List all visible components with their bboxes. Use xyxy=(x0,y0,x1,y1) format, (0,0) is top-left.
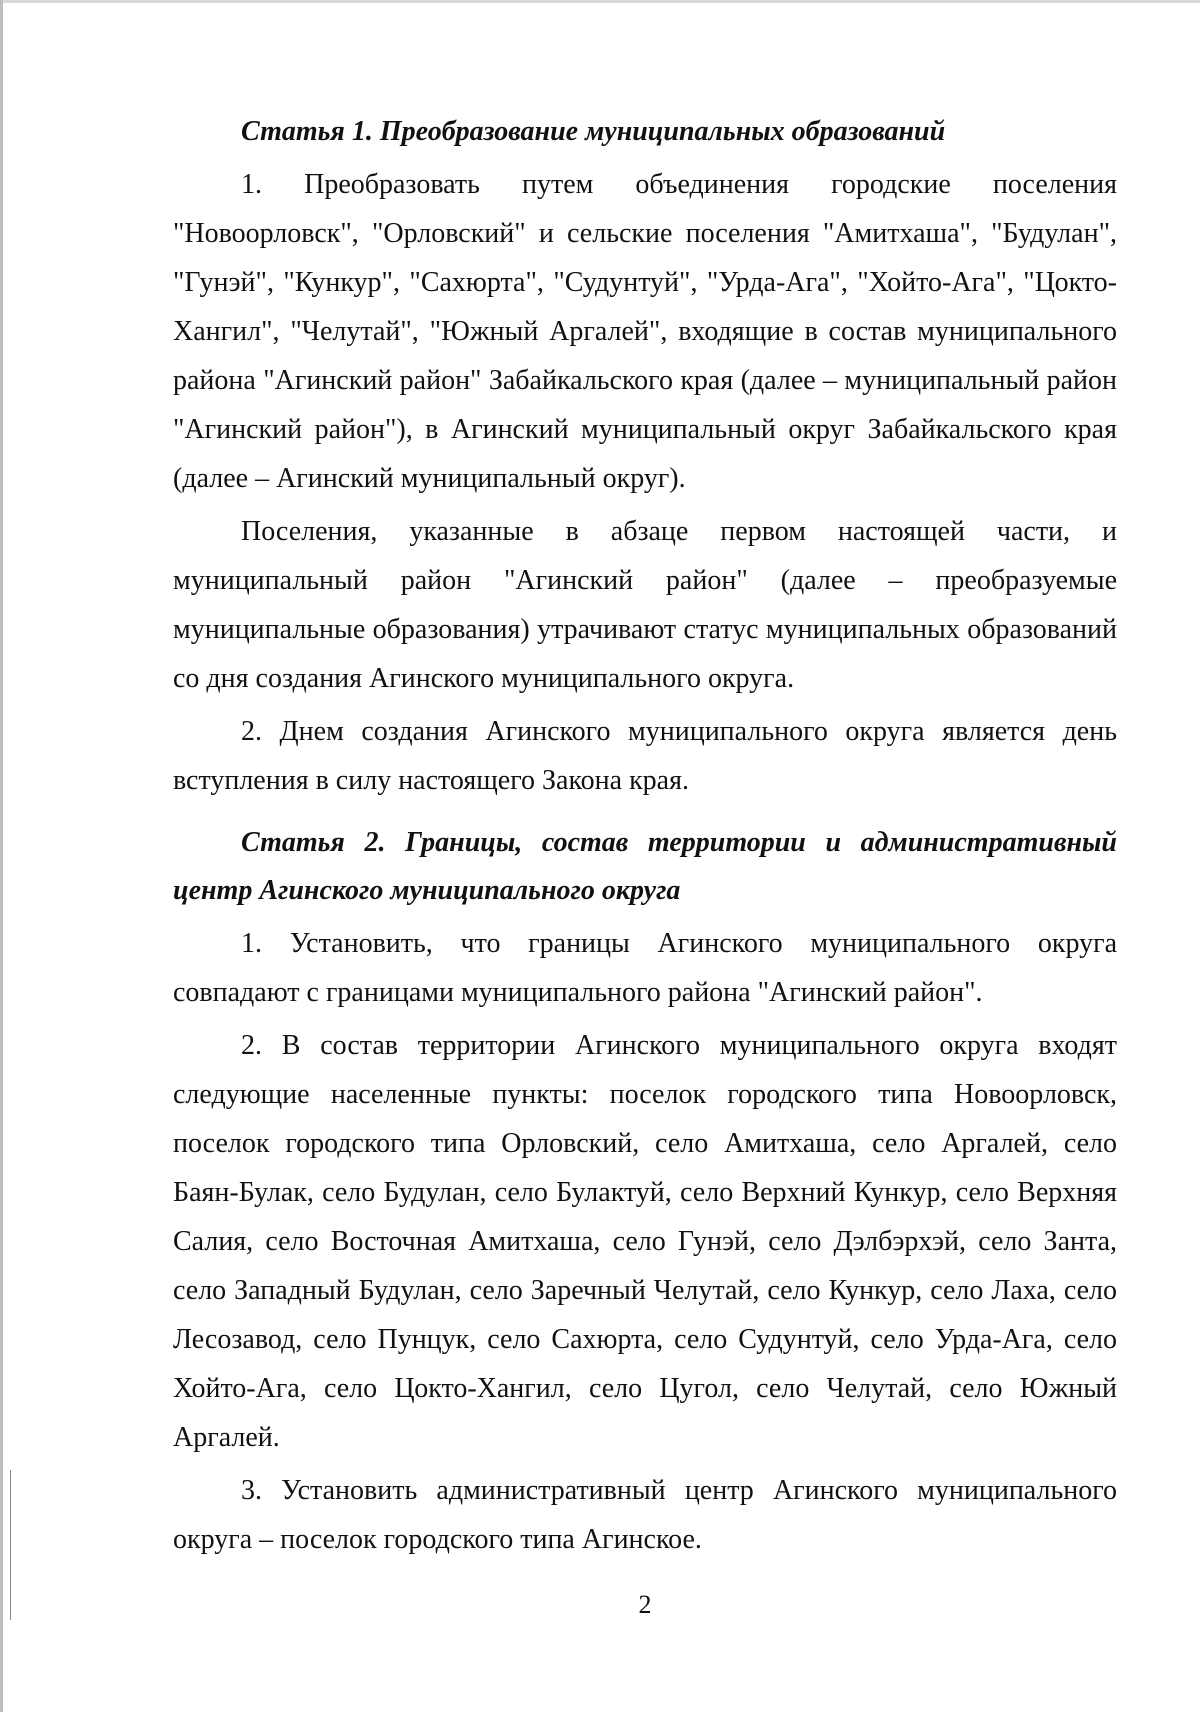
article-1 xyxy=(173,108,1117,805)
article-2-title: Статья 2. Границы, состав территории и административный центр Агинского муниципального округа xyxy=(173,827,1117,906)
article-2-paragraph: 2. В состав территории Агинского муниципального округа входят следующие населенные пункты: поселок городского типа Новоорловск, поселок городского типа Орловский, село Амитхаша, село Аргалей, село Баян-Булак, село Будулан, село Булактуй, село Верхний Кункур, село Верхняя Салия, село Восточная Амитхаша, село Гунэй, село Дэлбэрхэй, село Занта, село Западный Будулан, село Заречный Челутай, село Кункур, село Лаха, село Лесозавод, село Пунцук, село Сахюрта, село Судунтуй, село Урда-Ага, село Хойто-Ага, село Цокто-Хангил, село Цугол, село Челутай, село Южный Аргалей. xyxy=(173,1030,1117,1453)
article-2-paragraph: 3. Установить административный центр Агинского муниципального округа – поселок городского типа Агинское. xyxy=(173,1475,1117,1555)
article-1-title: Статья 1. Преобразование муниципальных образований xyxy=(241,116,946,147)
article-1-paragraph: 1. Преобразовать путем объединения городские поселения "Новоорловск", "Орловский" и сельские поселения "Амитхаша", "Будулан", "Гунэй", "Кункур", "Сахюрта", "Судунтуй", "Урда-Ага", "Хойто-Ага", "Цокто-Хангил", "Челутай", "Южный Аргалей", входящие в состав муниципального района "Агинский район" Забайкальского края (далее – муниципальный район "Агинский район"), в Агинский муниципальный округ Забайкальского края (далее – Агинский муниципальный округ). xyxy=(173,169,1117,494)
article-1-paragraph: Поселения, указанные в абзаце первом настоящей части, и муниципальный район "Агинский район" (далее – преобразуемые муниципальные образования) утрачивают статус муниципальных образований со дня создания Агинского муниципального округа. xyxy=(173,516,1117,694)
scan-left-edge xyxy=(0,0,3,1712)
article-2-paragraph: 1. Установить, что границы Агинского муниципального округа совпадают с границами муниципального района "Агинский район". xyxy=(173,928,1117,1008)
scan-top-edge xyxy=(0,0,1200,3)
document-body xyxy=(173,108,1117,1564)
page-number: 2 xyxy=(638,1590,652,1619)
article-1-paragraph: 2. Днем создания Агинского муниципального округа является день вступления в силу настоящего Закона края. xyxy=(173,716,1117,796)
article-2 xyxy=(173,819,1117,1564)
